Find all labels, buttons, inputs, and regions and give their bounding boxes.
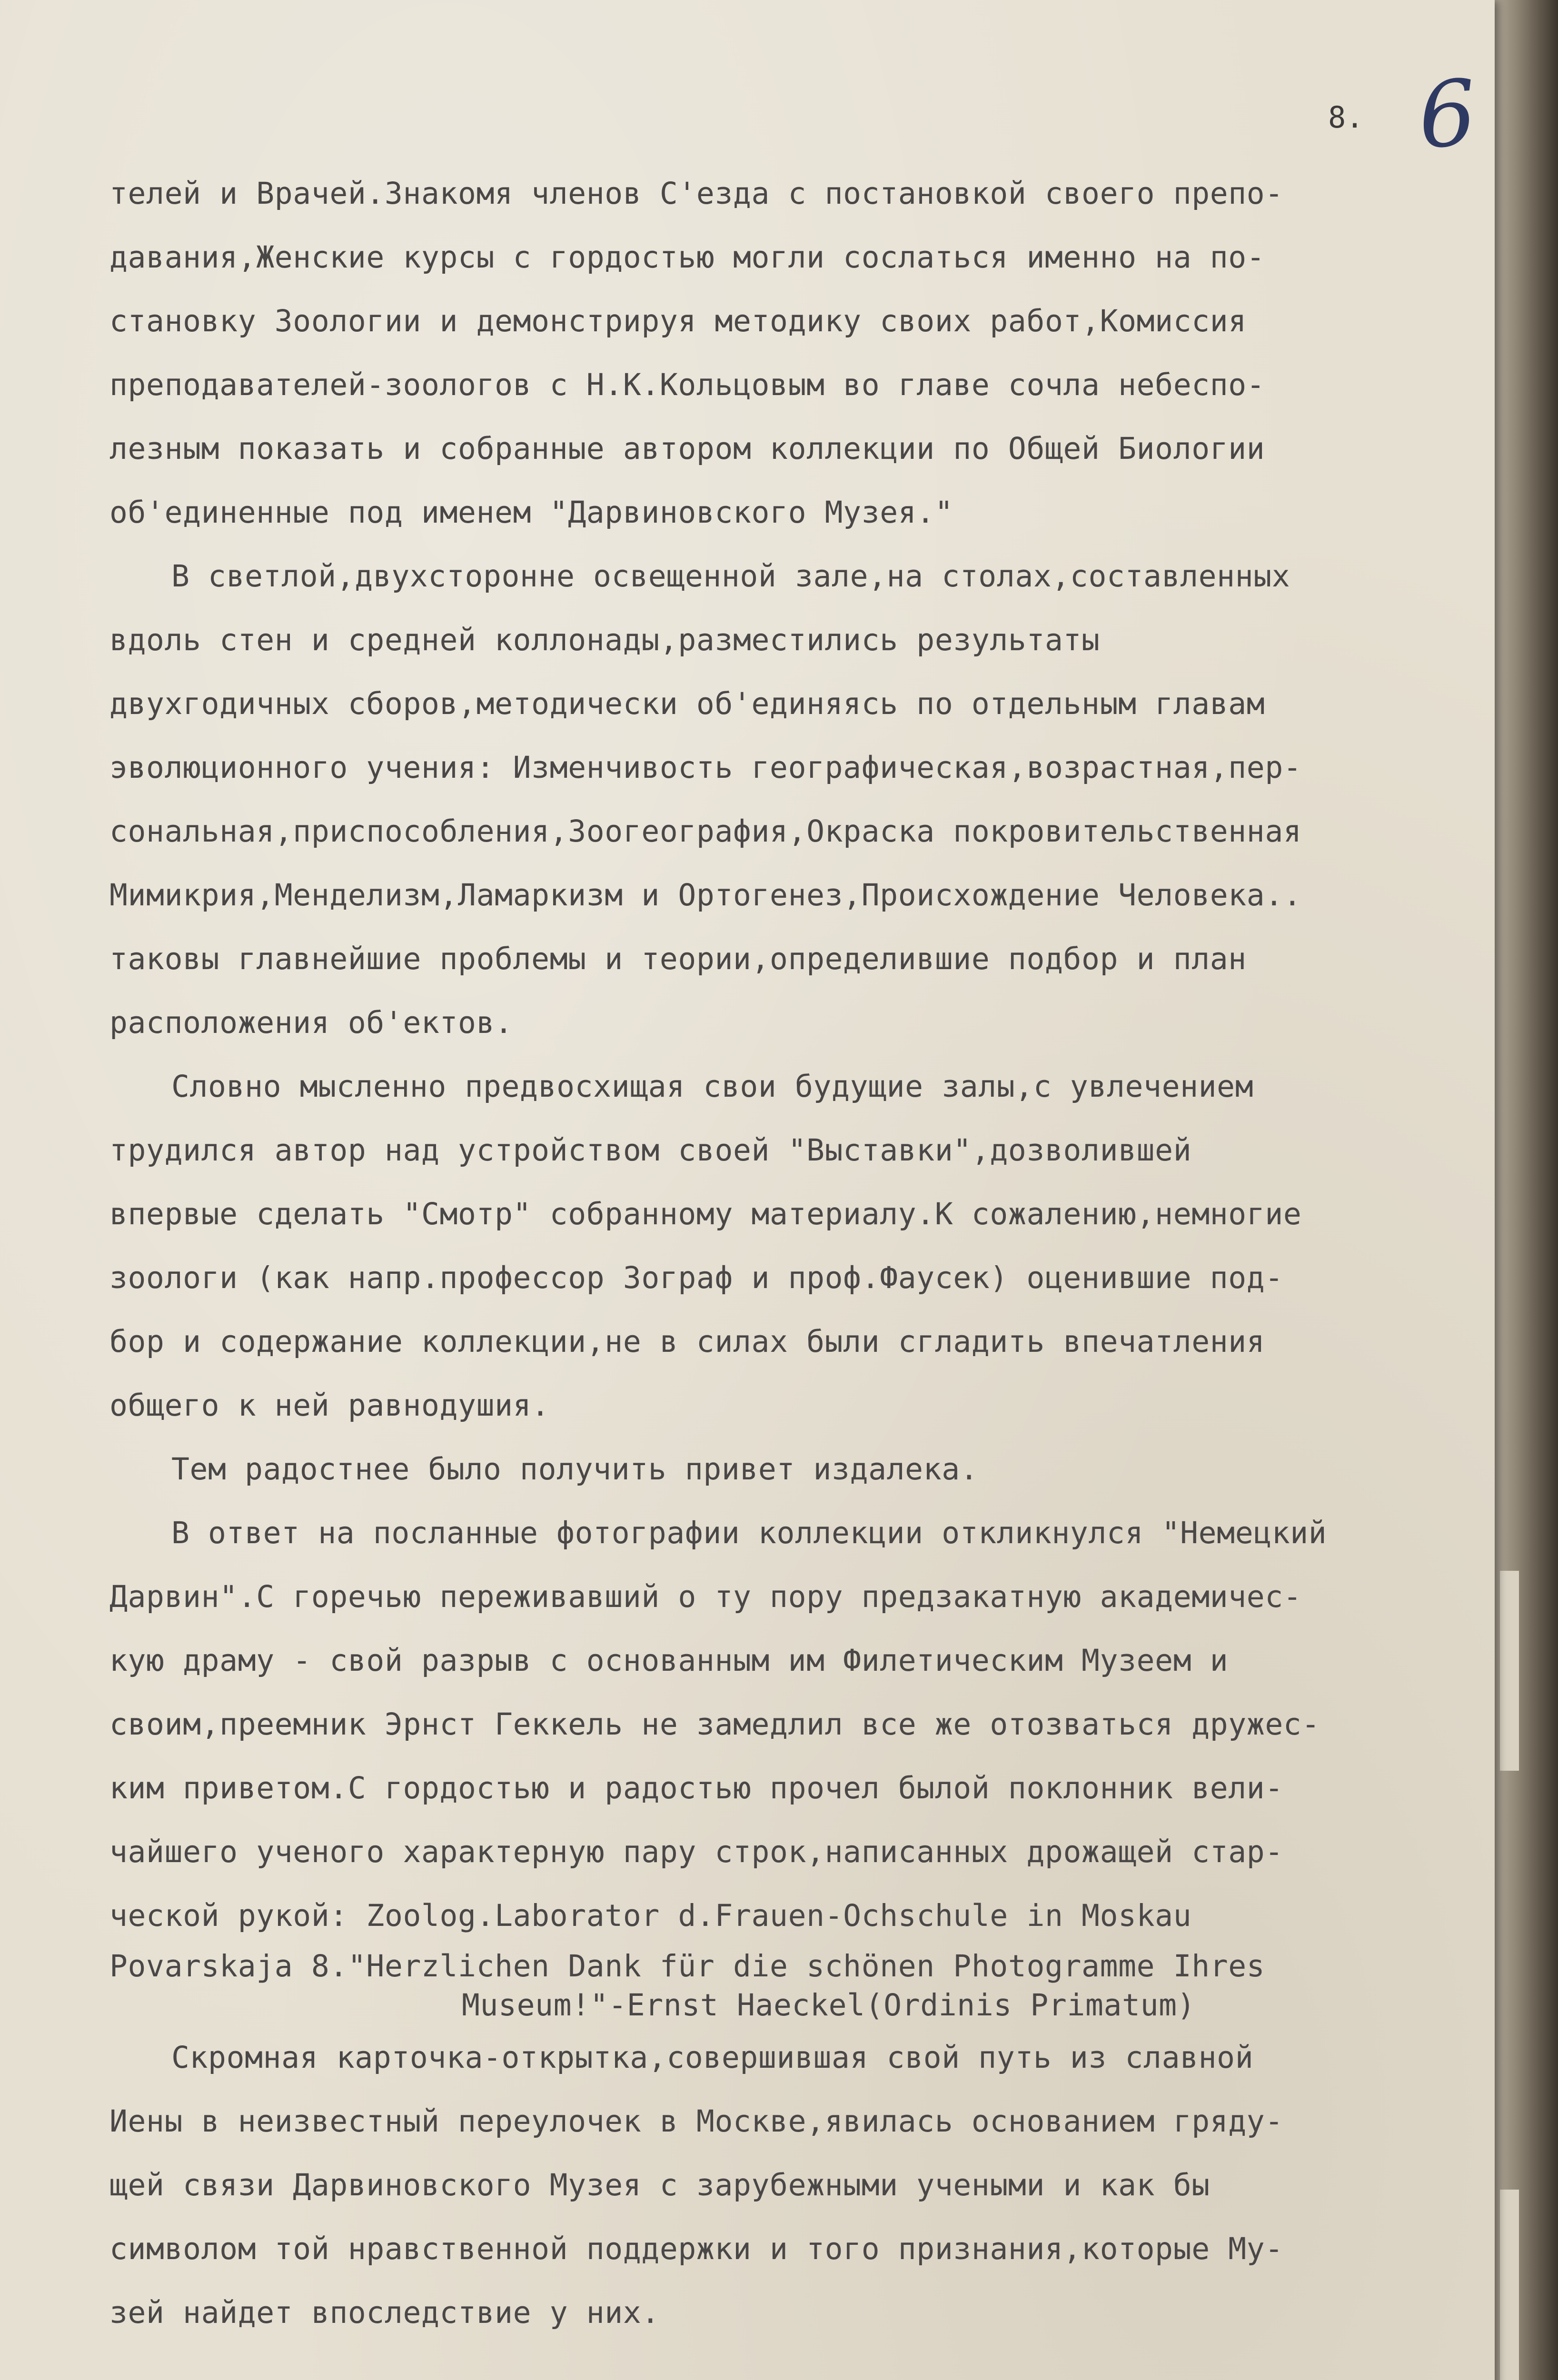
text-line: общего к ней равнодушия. [109, 1388, 550, 1423]
text-line: щей связи Дарвиновского Музея с зарубежными учеными и как бы [109, 2168, 1210, 2202]
paragraph [109, 545, 1528, 1055]
text-line: зоологи (как напр.профессор Зограф и проф.Фаусек) оценившие под- [109, 1260, 1283, 1295]
text-line: преподавателей-зоологов с Н.К.Кольцовым во главе сочла небеспо- [109, 367, 1265, 402]
text-line: таковы главнейшие проблемы и теории,определившие подбор и план [109, 942, 1247, 976]
paragraph [109, 1501, 1528, 2026]
text-line: символом той нравственной поддержки и того признания,которые Му- [109, 2231, 1283, 2266]
text-line: сональная,приспособления,Зоогеография,Окраска покровительственная [109, 814, 1302, 849]
text-line: давания,Женские курсы с гордостью могли сослаться именно на по- [109, 240, 1265, 275]
text-line: расположения об'ектов. [109, 1005, 513, 1040]
text-line: Дарвин".С горечью переживавший о ту пору предзакатную академичес- [109, 1579, 1302, 1614]
paragraph [109, 1055, 1528, 1438]
text-line: Museum!"-Ernst Haeckel(Ordinis Primatum) [462, 1988, 1196, 2023]
paragraph [109, 1438, 1528, 1501]
text-line: Скромная карточка-открытка,совершившая свой путь из славной [171, 2040, 1254, 2075]
text-line: ким приветом.С гордостью и радостью прочел былой поклонник вели- [109, 1771, 1283, 1805]
text-line: В ответ на посланные фотографии коллекции откликнулся "Немецкий [171, 1516, 1327, 1550]
text-line: чайшего ученого характерную пару строк,написанных дрожащей стар- [109, 1835, 1283, 1869]
typewritten-body [109, 162, 1528, 2345]
text-line: зей найдет впоследствие у них. [109, 2295, 660, 2330]
text-line: Словно мысленно предвосхищая свои будущие залы,с увлечением [171, 1069, 1254, 1104]
text-line: В светлой,двухсторонне освещенной зале,на столах,составленных [171, 559, 1290, 594]
text-line: Тем радостнее было получить привет издалека. [171, 1452, 979, 1487]
text-line: вдоль стен и средней коллонады,разместились результаты [109, 623, 1100, 657]
text-line: своим,преемник Эрнст Геккель не замедлил все же отозваться дружес- [109, 1707, 1320, 1742]
text-line: становку Зоологии и демонстрируя методику своих работ,Комиссия [109, 304, 1247, 338]
paragraph [109, 162, 1528, 545]
text-line: Иены в неизвестный переулочек в Москве,явилась основанием гряду- [109, 2104, 1283, 2139]
text-line: лезным показать и собранные автором коллекции по Общей Биологии [109, 431, 1265, 466]
text-line: бор и содержание коллекции,не в силах были сгладить впечатления [109, 1324, 1265, 1359]
text-line: трудился автор над устройством своей "Выставки",дозволившей [109, 1133, 1192, 1168]
text-line: эволюционного учения: Изменчивость географическая,возрастная,пер- [109, 750, 1302, 785]
text-line: двухгодичных сборов,методически об'единяясь по отдельным главам [109, 686, 1265, 721]
handwritten-folio-number: 6 [1415, 60, 1480, 169]
text-line: телей и Врачей.Знакомя членов С'езда с постановкой своего препо- [109, 176, 1283, 211]
text-line: кую драму - свой разрыв с основанным им Филетическим Музеем и [109, 1643, 1229, 1678]
text-line: Povarskaja 8."Herzlichen Dank für die schönen Photogramme Ihres [109, 1949, 1265, 1983]
text-line: об'единенные под именем "Дарвиновского Музея." [109, 495, 953, 530]
text-line: ческой рукой: Zoolog.Laborator d.Frauen-Ochschule in Moskau [109, 1898, 1192, 1933]
paragraph [109, 2026, 1528, 2345]
text-line: Мимикрия,Менделизм,Ламаркизм и Ортогенез,Происхождение Человека.. [109, 878, 1302, 912]
page-number: 8. [1328, 100, 1364, 135]
text-line: впервые сделать "Смотр" собранному материалу.К сожалению,немногие [109, 1197, 1302, 1231]
